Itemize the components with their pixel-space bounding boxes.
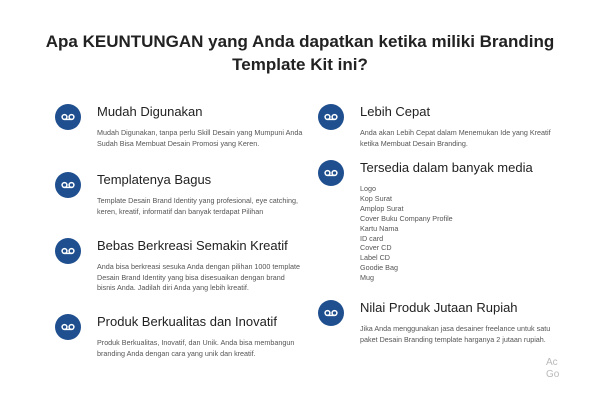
feature-description: Template Desain Brand Identity yang profesional, eye catching, keren, kreatif, informatif dan banyak terdapat Pilihan (97, 196, 298, 216)
list-item: Logo (360, 184, 376, 193)
list-item: Kartu Nama (360, 223, 399, 233)
voicemail-icon (318, 104, 344, 130)
voicemail-icon (55, 314, 81, 340)
list-item: Cover Buku Company Profile (360, 213, 453, 223)
list-item: Amplop Surat (360, 203, 404, 213)
list-item: Mug (360, 273, 374, 283)
feature-title: Mudah Digunakan (97, 104, 203, 119)
feature-title: Templatenya Bagus (97, 172, 212, 187)
watermark-line: Go (546, 369, 560, 380)
voicemail-icon (318, 300, 344, 326)
voicemail-icon (55, 172, 81, 198)
list-item: Kop Surat (360, 193, 392, 203)
activation-watermark (546, 357, 559, 381)
feature-description: Anda bisa berkreasi sesuka Anda dengan pilihan 1000 template Desain Brand Identity yang bisa disesuaikan dengan brand bisnis Anda. Jadilah diri Anda yang lebih kreatif. (97, 262, 300, 292)
feature-title: Bebas Berkreasi Semakin Kreatif (97, 238, 288, 253)
feature-description: Mudah Digunakan, tanpa perlu Skill Desain yang Mumpuni Anda Sudah Bisa Membuat Desain Promosi yang Keren. (97, 128, 303, 148)
list-item: ID card (360, 233, 384, 243)
list-item: Goodie Bag (360, 263, 398, 273)
feature-title: Tersedia dalam banyak media (360, 160, 533, 175)
voicemail-icon (55, 104, 81, 130)
feature-description: Jika Anda menggunakan jasa desainer freelance untuk satu paket Desain Branding template harganya 2 jutaan rupiah. (360, 324, 551, 344)
watermark-line: Ac (546, 357, 558, 368)
media-list (360, 184, 568, 283)
feature-title: Nilai Produk Jutaan Rupiah (360, 300, 518, 315)
page-title: Apa KEUNTUNGAN yang Anda dapatkan ketika miliki Branding Template Kit ini? (45, 32, 555, 74)
voicemail-icon (55, 238, 81, 264)
feature-description: Anda akan Lebih Cepat dalam Menemukan Ide yang Kreatif ketika Membuat Desain Branding. (360, 128, 551, 148)
feature-description: Produk Berkualitas, Inovatif, dan Unik. Anda bisa membangun branding Anda dengan cara yang unik dan kreatif. (97, 338, 295, 358)
feature-title: Lebih Cepat (360, 104, 431, 119)
voicemail-icon (318, 160, 344, 186)
list-item: Label CD (360, 253, 390, 263)
list-item: Cover CD (360, 243, 392, 253)
feature-title: Produk Berkualitas dan Inovatif (97, 314, 277, 329)
